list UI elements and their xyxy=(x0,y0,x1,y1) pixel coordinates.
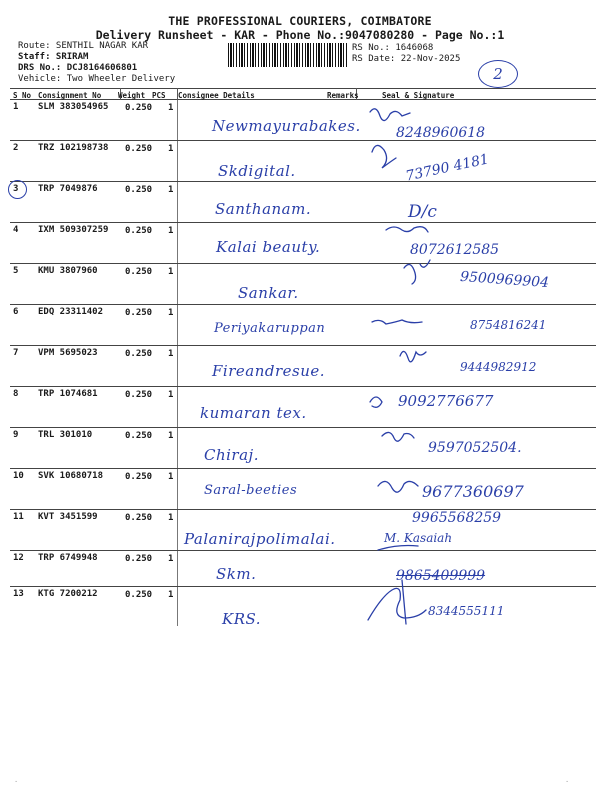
signature-row-9 xyxy=(382,432,414,441)
row-sno: 10 xyxy=(13,471,24,481)
row-pcs: 1 xyxy=(168,431,174,441)
row-consignment: KTG 7200212 xyxy=(38,589,98,599)
row-consignment: TRP 1074681 xyxy=(38,389,98,399)
vehicle-label: Vehicle: Two Wheeler Delivery xyxy=(18,74,176,84)
row-consignment: TRP 6749948 xyxy=(38,553,98,563)
row-weight: 0.250 xyxy=(125,349,153,359)
signature-scribbles xyxy=(358,100,598,630)
row-consignee-handwritten: Kalai beauty. xyxy=(216,238,321,256)
signature-row-2 xyxy=(372,145,396,168)
row-name-handwritten: M. Kasaiah xyxy=(384,531,453,545)
table-top-border xyxy=(10,88,596,89)
row-signature-handwritten: 9677360697 xyxy=(422,482,524,501)
row-pcs: 1 xyxy=(168,390,174,400)
row-sno: 12 xyxy=(13,553,24,563)
row-pcs: 1 xyxy=(168,554,174,564)
row-sno: 9 xyxy=(13,430,19,440)
row-signature-handwritten: 8072612585 xyxy=(410,242,500,258)
row-pcs: 1 xyxy=(168,103,174,113)
drs-label: DRS No.: DCJ8164606801 xyxy=(18,63,138,73)
row-pcs: 1 xyxy=(168,267,174,277)
row-consignment: EDQ 23311402 xyxy=(38,307,104,317)
row-signature-handwritten: 73790 4181 xyxy=(404,151,491,185)
row-pcs: 1 xyxy=(168,349,174,359)
row-consignee-handwritten: KRS. xyxy=(222,610,262,628)
header-consignee: Consignee Details xyxy=(178,91,255,100)
row-weight: 0.250 xyxy=(125,144,153,154)
row-weight: 0.250 xyxy=(125,185,153,195)
row-consignment: SVK 10680718 xyxy=(38,471,104,481)
row-weight: 0.250 xyxy=(125,226,153,236)
barcode-image xyxy=(228,43,348,67)
company-title: THE PROFESSIONAL COURIERS, COIMBATORE xyxy=(168,14,432,28)
corner-mark: · xyxy=(14,778,19,786)
signature-row-10 xyxy=(378,481,418,492)
consignee-left-divider xyxy=(177,100,178,626)
row-signature-handwritten: 9597052504. xyxy=(428,440,522,456)
row-consignment: KMU 3807960 xyxy=(38,266,98,276)
row-sno: 4 xyxy=(13,225,19,235)
row-sno: 3 xyxy=(13,184,19,194)
row-pcs: 1 xyxy=(168,144,174,154)
row-consignment: KVT 3451599 xyxy=(38,512,98,522)
row-pcs: 1 xyxy=(168,308,174,318)
signature-row-4 xyxy=(386,227,428,232)
row-signature-handwritten: 9092776677 xyxy=(398,392,494,410)
signature-row-13 xyxy=(368,588,426,620)
row-consignee-handwritten: Newmayurabakes. xyxy=(212,117,361,135)
row-weight: 0.250 xyxy=(125,308,153,318)
row-consignee-handwritten: kumaran tex. xyxy=(200,404,307,422)
row-pcs: 1 xyxy=(168,472,174,482)
row-weight: 0.250 xyxy=(125,103,153,113)
row-signature-handwritten: 9444982912 xyxy=(460,360,537,374)
row-sno: 13 xyxy=(13,589,24,599)
row-sno: 11 xyxy=(13,512,24,522)
row-consignment: TRL 301010 xyxy=(38,430,93,440)
header-seal: Seal & Signature xyxy=(382,91,455,100)
signature-row-1 xyxy=(370,109,410,121)
row-consignee-handwritten: Santhanam. xyxy=(215,200,312,218)
row-sno: 1 xyxy=(13,102,19,112)
row-signature-handwritten: D/c xyxy=(408,202,437,222)
row-consignee-handwritten: Chiraj. xyxy=(204,446,259,464)
row-consignment: TRZ 102198738 xyxy=(38,143,109,153)
row-sno: 6 xyxy=(13,307,19,317)
corner-mark: · xyxy=(565,778,570,786)
signature-row-5 xyxy=(404,260,430,284)
row-weight: 0.250 xyxy=(125,390,153,400)
row-pcs: 1 xyxy=(168,185,174,195)
row-consignment: IXM 509307259 xyxy=(38,225,109,235)
row-signature-handwritten: 8248960618 xyxy=(396,125,486,141)
row-consignee-handwritten: Fireandresue. xyxy=(212,362,326,380)
header-consignment: Consignment No xyxy=(38,91,102,100)
row-signature-handwritten: 9965568259 xyxy=(412,510,502,526)
row-signature-handwritten: 8754816241 xyxy=(470,318,547,332)
row-sno: 5 xyxy=(13,266,19,276)
row-consignment: VPM 5695023 xyxy=(38,348,98,358)
row-weight: 0.250 xyxy=(125,472,153,482)
row-consignee-handwritten: Skdigital. xyxy=(218,162,296,180)
row-weight: 0.250 xyxy=(125,554,153,564)
row-sno: 2 xyxy=(13,143,19,153)
row-pcs: 1 xyxy=(168,226,174,236)
row-consignee-handwritten: Skm. xyxy=(216,565,257,583)
row-weight: 0.250 xyxy=(125,590,153,600)
signature-row-8 xyxy=(370,397,382,407)
signature-row-12 xyxy=(378,546,418,551)
row-sno: 7 xyxy=(13,348,19,358)
rs-number: RS No.: 1646068 xyxy=(352,43,434,53)
row-signature-handwritten: 9865409999 xyxy=(396,568,486,584)
signature-row-7 xyxy=(400,351,426,361)
staff-label: Staff: SRIRAM xyxy=(18,52,89,62)
row-weight: 0.250 xyxy=(125,431,153,441)
row-signature-handwritten: 9500969904 xyxy=(459,268,550,292)
row-sno: 8 xyxy=(13,389,19,399)
row-consignee-handwritten: Periyakaruppan xyxy=(214,321,326,336)
row-consignment: TRP 7049876 xyxy=(38,184,98,194)
header-sno: S No xyxy=(13,91,32,100)
row-weight: 0.250 xyxy=(125,267,153,277)
row-pcs: 1 xyxy=(168,513,174,523)
header-pcs: PCS xyxy=(152,91,166,100)
header-weight: Weight xyxy=(118,91,146,100)
page-mark-handwritten: 2 xyxy=(478,60,518,88)
row-consignment: SLM 383054965 xyxy=(38,102,109,112)
header-remarks: Remarks xyxy=(327,91,359,100)
row-weight: 0.250 xyxy=(125,513,153,523)
row-pcs: 1 xyxy=(168,590,174,600)
route-label: Route: SENTHIL NAGAR KAR xyxy=(18,41,149,51)
row-signature-handwritten: 8344555111 xyxy=(428,604,505,618)
row-consignee-handwritten: Sankar. xyxy=(238,284,299,302)
signature-row-6 xyxy=(372,320,422,324)
row-consignee-handwritten: Saral-beeties xyxy=(204,483,298,498)
runsheet-subtitle: Delivery Runsheet - KAR - Phone No.:9047080280 - Page No.:1 xyxy=(95,28,505,42)
rs-date: RS Date: 22-Nov-2025 xyxy=(352,54,461,64)
row-consignee-handwritten: Palanirajpolimalai. xyxy=(184,530,336,548)
